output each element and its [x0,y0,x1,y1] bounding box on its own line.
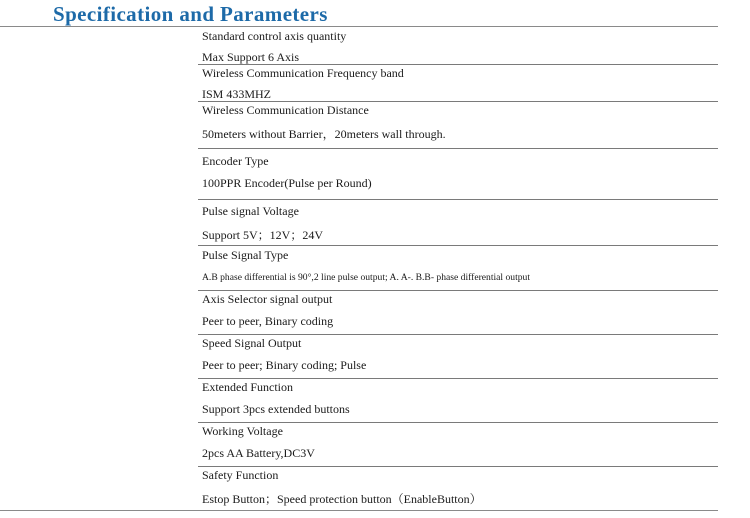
spec-value: Max Support 6 Axis [202,50,300,64]
spec-label: Pulse Signal Type [202,248,289,262]
spec-row-speed-signal-output [198,335,718,379]
spec-label: Extended Function [202,380,293,394]
spec-value: A.B phase differential is 90°,2 line pulse output; A. A-. B.B- phase differential output [202,272,531,283]
spec-table [198,26,718,510]
spec-value: 100PPR Encoder(Pulse per Round) [202,176,372,190]
spec-value: ISM 433MHZ [202,87,272,101]
spec-value: Estop Button；Speed protection button（EnableButton） [202,492,482,506]
spec-row-axis-quantity [198,26,718,65]
spec-row-extended-function [198,379,718,423]
spec-row-safety-function [198,467,718,510]
spec-row-working-voltage [198,423,718,467]
spec-label: Axis Selector signal output [202,292,333,306]
spec-label: Working Voltage [202,424,283,438]
spec-value: Peer to peer, Binary coding [202,314,334,328]
spec-row-frequency-band [198,65,718,102]
spec-row-pulse-signal-type [198,246,718,291]
spec-label: Pulse signal Voltage [202,204,299,218]
spec-row-pulse-voltage [198,200,718,246]
spec-label: Encoder Type [202,154,269,168]
bottom-divider [0,510,718,511]
spec-value: Support 5V；12V；24V [202,228,324,242]
spec-value: Support 3pcs extended buttons [202,402,350,416]
spec-row-communication-distance [198,102,718,149]
spec-row-axis-selector-output [198,291,718,335]
page-title: Specification and Parameters [53,2,328,26]
spec-label: Speed Signal Output [202,336,302,350]
spec-value: 2pcs AA Battery,DC3V [202,446,315,460]
spec-label: Safety Function [202,468,279,482]
spec-label: Wireless Communication Distance [202,103,369,117]
spec-label: Wireless Communication Frequency band [202,66,404,80]
spec-value: 50meters without Barrier，20meters wall through. [202,127,446,141]
spec-value: Peer to peer; Binary coding; Pulse [202,358,367,372]
spec-row-encoder-type [198,149,718,200]
spec-label: Standard control axis quantity [202,29,347,43]
